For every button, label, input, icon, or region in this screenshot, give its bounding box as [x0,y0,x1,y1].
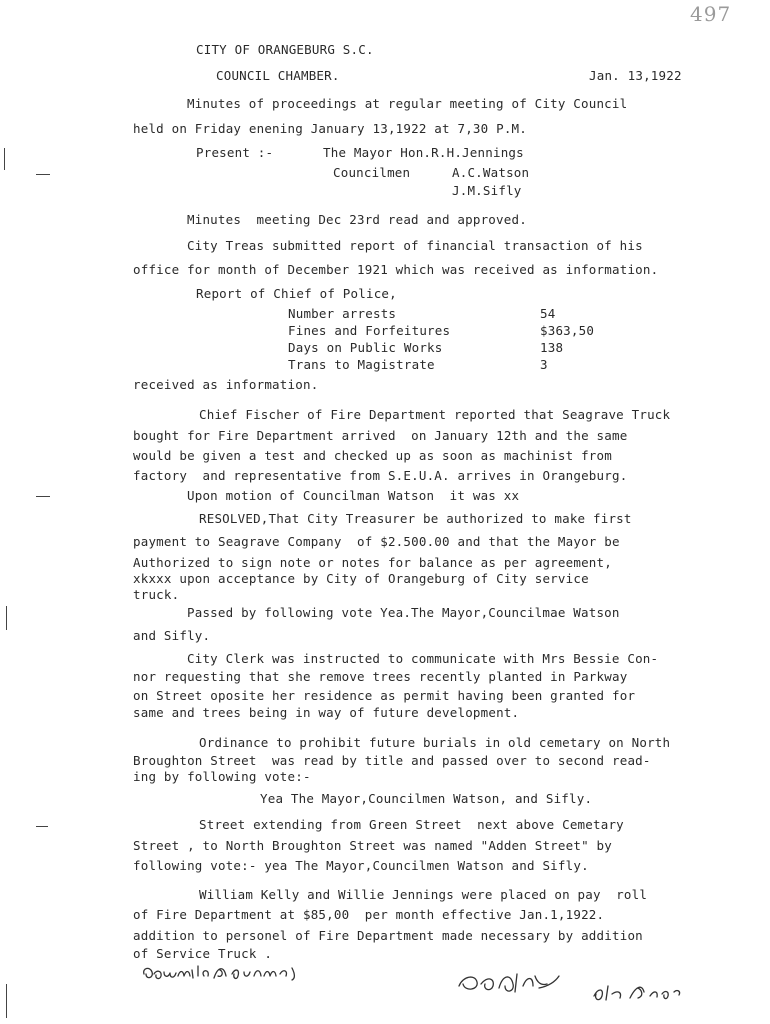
police-row-label: Trans to Magistrate [288,357,435,372]
police-row-value: 138 [540,340,564,355]
police-row-value: $363,50 [540,323,595,338]
resolved-vote: and Sifly. [133,628,211,643]
trees-line: City Clerk was instructed to communicate with Mrs Bessie Con- [187,651,659,666]
header-city: CITY OF ORANGEBURG S.C. [196,42,374,57]
minutes-approved: Minutes meeting Dec 23rd read and approved. [187,212,527,227]
header-chamber: COUNCIL CHAMBER. [216,68,340,83]
fire-truck-line: factory and representative from S.E.U.A. arrives in Orangeburg. [133,468,628,483]
resolved-line: truck. [133,587,180,602]
ordinance-line: Broughton Street was read by title and passed over to second read- [133,753,651,768]
margin-mark [4,148,5,170]
signature [455,966,565,1000]
trees-line: same and trees being in way of future development. [133,705,520,720]
street-line: Street , to North Broughton Street was named "Adden Street" by [133,838,612,853]
payroll-line: William Kelly and Willie Jennings were placed on pay roll [199,887,648,902]
resolved-line: RESOLVED,That City Treasurer be authorized to make first [199,511,632,526]
fire-truck-line: would be given a test and checked up as soon as machinist from [133,448,612,463]
present-councilmen-label: Councilmen [333,165,411,180]
police-report-title: Report of Chief of Police, [196,286,397,301]
payroll-line: addition to personel of Fire Department made necessary by addition [133,928,643,943]
police-report-closing: received as information. [133,377,319,392]
margin-mark [36,826,48,827]
signature [590,978,690,1008]
ordinance-line: Ordinance to prohibit future burials in old cemetary on North [199,735,671,750]
trees-line: on Street oposite her residence as permit having been granted for [133,688,636,703]
margin-mark [36,174,50,175]
police-row-label: Days on Public Works [288,340,443,355]
margin-mark [6,984,7,1018]
present-councilman: A.C.Watson [452,165,530,180]
resolved-vote: Passed by following vote Yea.The Mayor,Councilmae Watson [187,605,620,620]
resolved-line: Authorized to sign note or notes for balance as per agreement, [133,555,612,570]
ordinance-vote: Yea The Mayor,Councilmen Watson, and Sifly. [260,791,593,806]
margin-mark [36,496,50,497]
fire-truck-line: bought for Fire Department arrived on January 12th and the same [133,428,628,443]
street-line: following vote:- yea The Mayor,Councilmen Watson and Sifly. [133,858,589,873]
treasurer-line: City Treas submitted report of financial transaction of his [187,238,643,253]
council-adjourned-handwriting [140,960,360,988]
ordinance-line: ing by following vote:- [133,769,311,784]
intro-line: held on Friday enening January 13,1922 at 7,30 P.M. [133,121,528,136]
fire-truck-line: Upon motion of Councilman Watson it was xx [187,488,520,503]
street-line: Street extending from Green Street next above Cemetary [199,817,624,832]
trees-line: nor requesting that she remove trees recently planted in Parkway [133,669,628,684]
resolved-line: payment to Seagrave Company of $2.500.00 and that the Mayor be [133,534,620,549]
resolved-line: xkxxx upon acceptance by City of Orangeburg of City service [133,571,589,586]
header-date: Jan. 13,1922 [589,68,682,83]
police-row-label: Fines and Forfeitures [288,323,451,338]
police-row-label: Number arrests [288,306,397,321]
intro-line: Minutes of proceedings at regular meeting of City Council [187,96,628,111]
page-number: 497 [690,2,732,26]
police-row-value: 54 [540,306,556,321]
present-mayor: The Mayor Hon.R.H.Jennings [323,145,524,160]
police-row-value: 3 [540,357,548,372]
margin-mark [6,606,7,630]
fire-truck-line: Chief Fischer of Fire Department reported that Seagrave Truck [199,407,671,422]
payroll-line: of Service Truck . [133,946,273,961]
payroll-line: of Fire Department at $85,00 per month effective Jan.1,1922. [133,907,605,922]
present-councilman: J.M.Sifly [452,183,522,198]
present-label: Present :- [196,145,274,160]
treasurer-line: office for month of December 1921 which was received as information. [133,262,659,277]
